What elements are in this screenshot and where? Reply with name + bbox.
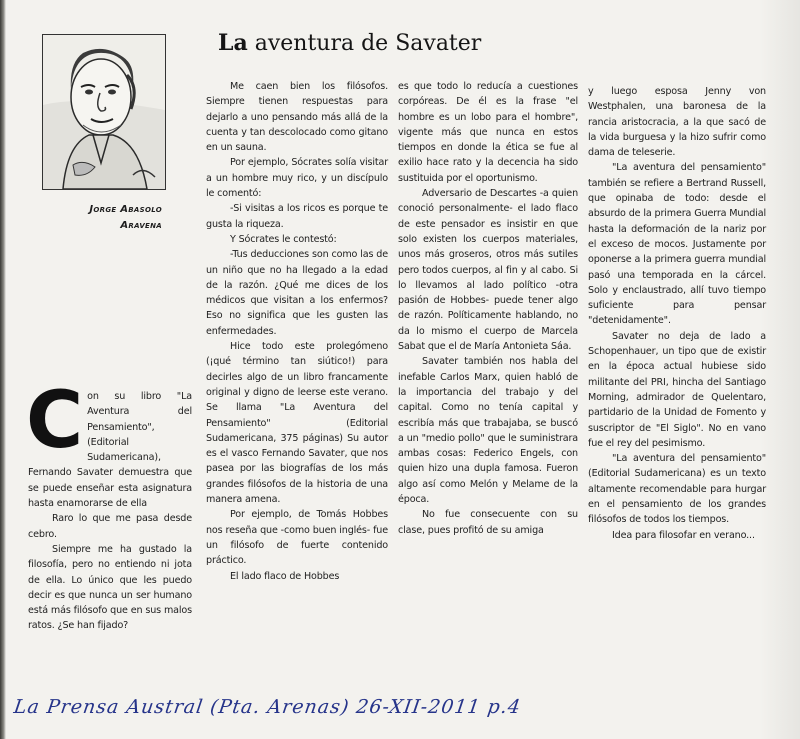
handwritten-source-note: La Prensa Austral (Pta. Arenas) 26-XII-2011 p.4 xyxy=(12,696,523,718)
author-byline xyxy=(40,202,162,234)
paragraph: Por ejemplo, de Tomás Hobbes nos reseña que -como buen inglés- fue un filósofo de fuerte contenido práctico. xyxy=(206,509,388,567)
paragraph: Por ejemplo, Sócrates solía visitar a un hombre muy rico, y un discípulo le comentó: xyxy=(206,157,388,200)
paragraph: Savater no deja de lado a Schopenhauer, un tipo que de existir en la época actual hubiese sido militante del PRI, hincha del Santiago Morning, admirador de Quelentaro, partidario de la Unidad de Fomento y suscriptor de "El Siglo". No en vano fue el rey del pesimismo. xyxy=(588,330,766,449)
paragraph: y luego esposa Jenny von Westphalen, una baronesa de la rancia aristocracia, a la que sacó de la vida burguesa y la hizo sufrir como dama de teleserie. xyxy=(588,86,766,159)
author-name-line1: Jorge Abasolo xyxy=(89,204,162,215)
paragraph: -Tus deducciones son como las de un niño que no ha llegado a la edad de la razón. ¿Qué me dices de los médicos que visitan a los enfermos? Eso no significa que les gusten las enfermedades. xyxy=(206,249,388,337)
author-name-line2: Aravena xyxy=(120,220,162,231)
paragraph: Me caen bien los filósofos. Siempre tienen respuestas para dejarlo a uno pensando más allá de la cuenta y tan descolocado como gitano en un sauna. xyxy=(206,81,388,154)
author-caricature xyxy=(42,34,166,190)
paragraph: Hice todo este prolegómeno (¡qué término tan siútico!) para decirles algo de un libro francamente original y digno de leerse este verano. Se llama "La Aventura del Pensamiento" (Editorial Sudamericana, 375 páginas) Su autor es el vasco Fernando Savater, que nos pasea por las biografías de los más grandes filósofos de la historia de una manera amena. xyxy=(206,341,388,506)
article-column-2 xyxy=(206,79,388,584)
paragraph: Idea para filosofar en verano... xyxy=(612,529,755,541)
scan-right-margin xyxy=(760,0,800,739)
article-column-3 xyxy=(398,79,578,538)
paragraph: Y Sócrates le contestó: xyxy=(230,233,337,245)
scan-edge-shadow xyxy=(0,0,6,739)
paragraph: es que todo lo reducía a cuestiones corpóreas. De él es la frase "el hombre es un lobo para el hombre", vigente más que nunca en estos tiempos en donde la ética se fue al exilio hace rato y la decencia ha sido sustituida por el oportunismo. xyxy=(398,81,578,184)
paragraph: Siempre me ha gustado la filosofía, pero no entiendo ni jota de ella. Lo único que les puedo decir es que nunca un ser humano está más filósofo que en sus malos ratos. ¿Se han fijado? xyxy=(28,543,192,632)
paragraph: Savater también nos habla del inefable Carlos Marx, quien habló de la importancia del trabajo y del capital. Como no tenía capital y escribía más que trabajaba, se buscó a un "medio pollo" que le suministrara ambas cosas: Federico Engels, con quien hizo una dupla famosa. Fueron algo así como Melón y Melame de la época. xyxy=(398,356,578,506)
article-column-1 xyxy=(26,376,192,634)
article-title-bold: La xyxy=(218,30,248,56)
paragraph: Adversario de Descartes -a quien conoció personalmente- el lado flaco de este pensador es insistir en que solo existen los cuerpos materiales, unos más groseros, otros más sutiles pero todos cuerpos, al fin y al cabo. Si lo llevamos al lado político -otra pasión de Hobbes- puede tener algo de razón. Políticamente hablando, no da lo mismo el cuerpo de Marcela Sabat que el de María Antonieta Sáa. xyxy=(398,188,578,353)
article-column-4 xyxy=(588,84,766,543)
paragraph: El lado flaco de Hobbes xyxy=(230,570,340,582)
paragraph: "La aventura del pensamiento" también se refiere a Bertrand Russell, que opinaba de todo: desde el absurdo de la primera Guerra Mundial hasta la deformación de la nariz por el exceso de mocos. Justamente por oponerse a la primera guerra mundial pasó una temporada en la cárcel. Solo y enclaustrado, allí tuvo tiempo suficiente para pensar "detenidamente". xyxy=(588,162,766,327)
drop-cap: C xyxy=(26,376,84,466)
paragraph: Raro lo que me pasa desde cebro. xyxy=(28,513,192,540)
caricature-drawing xyxy=(43,35,165,189)
paragraph: on su libro "La Aventura del Pensamiento", (Editorial Sudamericana), Fernando Savater demuestra que se puede enseñar esta asignatura hasta enamorarse de ella xyxy=(28,391,192,510)
article-title-rest: aventura de Savater xyxy=(254,31,482,56)
paragraph: -Si visitas a los ricos es porque te gusta la riqueza. xyxy=(206,203,388,230)
paragraph: "La aventura del pensamiento" (Editorial Sudamericana) es un texto altamente recomendable para hurgar en el pensamiento de los grandes filósofos de todos los tiempos. xyxy=(588,453,766,526)
article-title xyxy=(218,30,481,56)
paragraph: No fue consecuente con su clase, pues profitó de su amiga xyxy=(398,509,578,536)
